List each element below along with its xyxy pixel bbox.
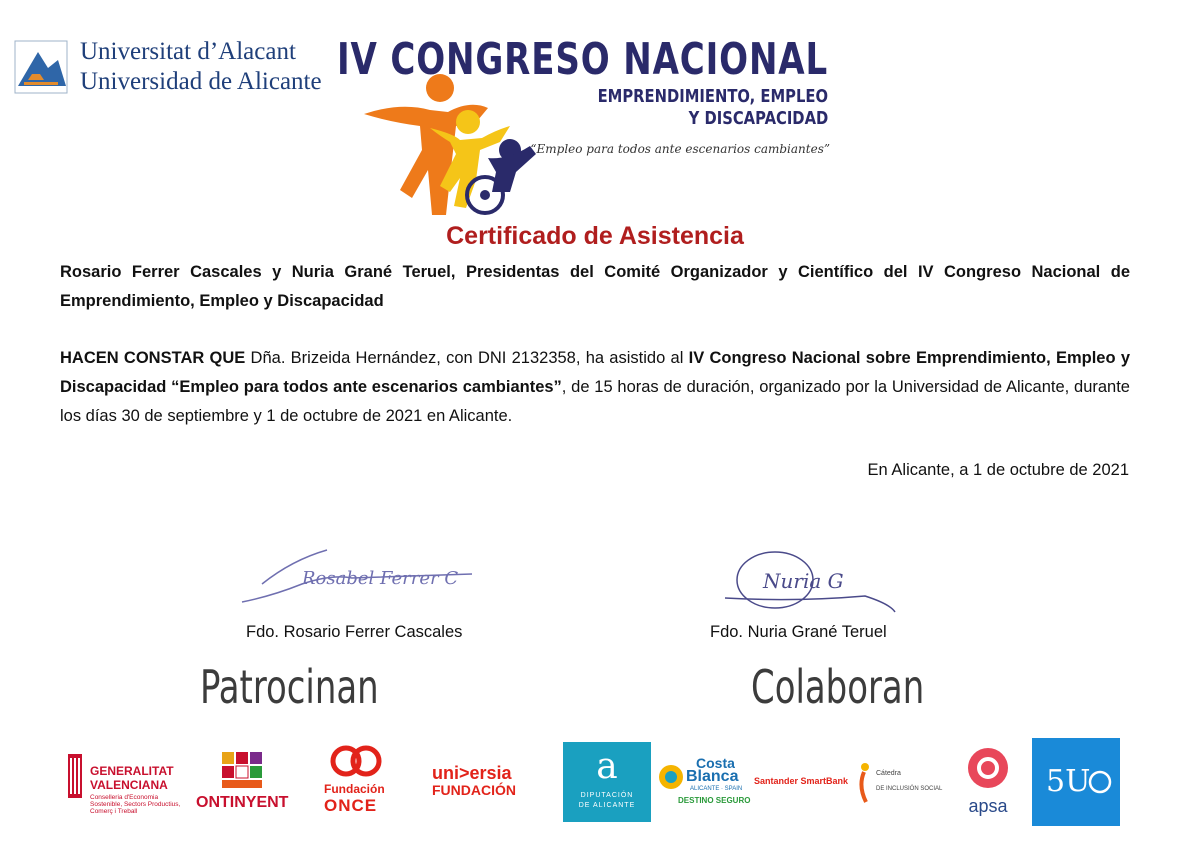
once-line1: Fundación — [324, 782, 385, 796]
signer1-name: Fdo. Rosario Ferrer Cascales — [246, 623, 463, 641]
congress-subtitle-line2: Y DISCAPACIDAD — [688, 108, 828, 129]
university-logo — [14, 38, 344, 98]
costa-blanca-logo — [656, 756, 752, 812]
signature-nuria-grane — [715, 540, 905, 620]
generalitat-dept2: Sostenible, Sectors Productius, — [90, 801, 181, 808]
ontinyent-logo — [196, 752, 292, 814]
signer2-name: Fdo. Nuria Grané Teruel — [710, 623, 887, 641]
congress-title: IV CONGRESO NACIONAL — [336, 34, 828, 85]
university-name-spanish: Universidad de Alicante — [80, 68, 322, 95]
costa-blanca-sun-icon — [656, 762, 686, 792]
diputacion-line1: DIPUTACIÓN — [580, 792, 634, 799]
certificate-title: Certificado de Asistencia — [446, 222, 744, 250]
attestation-paragraph — [60, 344, 1130, 431]
catedra-line1: Cátedra — [876, 770, 901, 777]
generalitat-shield-icon — [66, 754, 84, 798]
generalitat-valenciana-logo — [66, 752, 186, 822]
diputacion-alicante-logo — [563, 742, 651, 822]
apsa-symbol-icon — [966, 746, 1010, 790]
cv-circle-icon — [1088, 770, 1112, 794]
once-rings-icon — [330, 744, 382, 778]
congress-subtitle-line1: EMPRENDIMIENTO, EMPLEO — [597, 86, 828, 107]
congress-slogan: “Empleo para todos ante escenarios cambiantes” — [530, 142, 830, 156]
fundacion-once-logo — [322, 744, 406, 822]
costa-blanca-line2: Blanca — [686, 768, 739, 785]
costa-blanca-line3: ALICANTE · SPAIN — [690, 786, 743, 792]
catedra-figure-icon — [856, 762, 872, 804]
diputacion-a-icon: a — [596, 746, 618, 787]
universia-line2: FUNDACIÓN — [432, 782, 516, 798]
signature-rosario-ferrer — [232, 540, 497, 615]
generalitat-dept1: Conselleria d'Economia — [90, 794, 159, 801]
congress-logo — [336, 30, 840, 220]
costa-blanca-line4: DESTINO SEGURO — [678, 796, 751, 805]
santander-smartbank-logo: Santander SmartBank — [754, 776, 849, 786]
costa-blanca-line1: Costa — [696, 755, 735, 771]
generalitat-dept3: Comerç i Treball — [90, 808, 138, 815]
signature-nuria-text: Nuria G — [763, 569, 844, 593]
once-line2: ONCE — [324, 796, 378, 815]
collaborators-heading: Colaboran — [751, 660, 925, 714]
university-name-valencian: Universitat d’Alacant — [80, 38, 296, 65]
apsa-text: apsa — [968, 796, 1008, 816]
sponsors-heading: Patrocinan — [200, 660, 379, 714]
5u-text: 5U — [1046, 764, 1091, 799]
attestation-heading: HACEN CONSTAR QUE — [60, 349, 246, 367]
generalitat-line2: VALENCIANA — [90, 778, 168, 792]
diputacion-line2: DE ALICANTE — [578, 802, 636, 809]
attendee-details: Dña. Brizeida Hernández, con DNI 2132358, ha asistido al — [245, 349, 689, 367]
place-and-date: En Alicante, a 1 de octubre de 2021 — [867, 461, 1129, 479]
congress-full-name: IV Congreso Nacional sobre Emprendimiento, Empleo y Discapacidad “Empleo para todos ante escenarios cambiantes” — [60, 349, 1131, 396]
universia-fundacion-logo — [432, 764, 536, 804]
event-details: , de 15 horas de duración, organizado por la Universidad de Alicante, durante los días 30 de septiembre y 1 de octubre de 2021 en Alicante. — [60, 378, 1130, 425]
presidents-paragraph: Rosario Ferrer Cascales y Nuria Grané Teruel, Presidentas del Comité Organizador y Científico del IV Congreso Nacional de Emprendimiento, Empleo y Discapacidad — [60, 263, 1130, 310]
catedra-line2: DE INCLUSIÓN SOCIAL — [876, 786, 943, 792]
apsa-logo — [958, 744, 1018, 820]
universia-line1: uni>ersia — [432, 763, 512, 783]
signature-rosario-text: Rosabel Ferrer C — [302, 568, 459, 589]
ontinyent-emblem-icon — [222, 752, 262, 788]
generalitat-line1: GENERALITAT — [90, 764, 174, 778]
catedra-inclusion-logo — [856, 760, 943, 808]
university-emblem-icon — [14, 40, 70, 96]
ontinyent-text: ONTINYENT — [196, 794, 289, 811]
5u-cv-logo — [1032, 738, 1120, 826]
